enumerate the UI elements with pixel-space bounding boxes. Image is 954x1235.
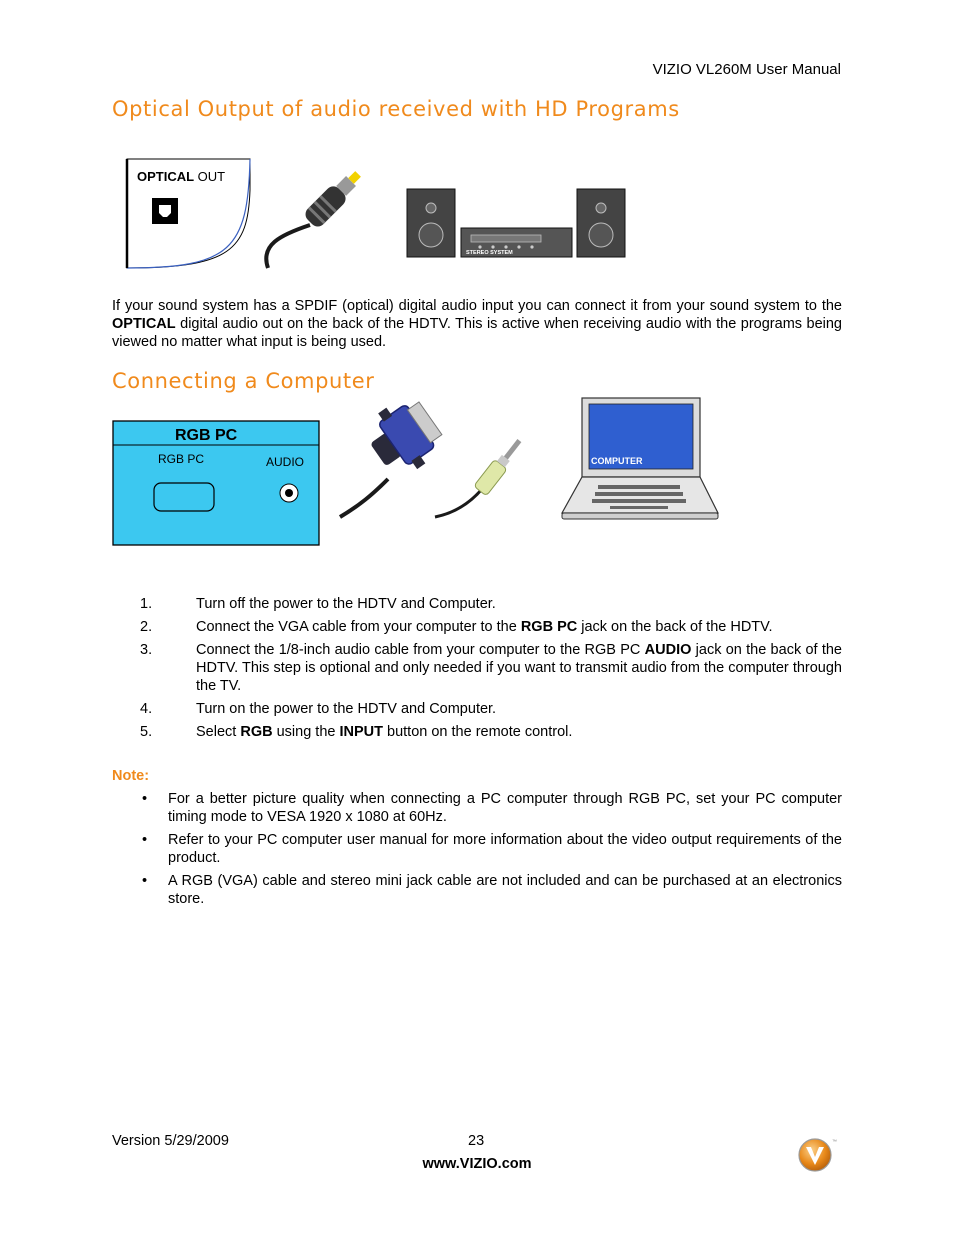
audio-cable-icon — [435, 436, 526, 517]
section-title-optical: Optical Output of audio received with HD Programs — [112, 97, 680, 121]
manual-title: VIZIO VL260M User Manual — [652, 61, 841, 78]
vizio-logo-icon — [796, 1135, 840, 1175]
note-item: • A RGB (VGA) cable and stereo mini jack cable are not included and can be purchased at an electronics store. — [112, 872, 842, 908]
note-item: • Refer to your PC computer user manual for more information about the video output requirements of the product. — [112, 831, 842, 867]
rgb-pc-panel-title: RGB PC — [175, 427, 238, 444]
footer-website: www.VIZIO.com — [422, 1156, 532, 1172]
steps-list — [112, 595, 842, 746]
bullet-icon: • — [142, 832, 148, 848]
step-1: 1. Turn off the power to the HDTV and Computer. — [140, 596, 496, 612]
page-number: 23 — [468, 1133, 485, 1149]
optical-label-rest: OUT — [194, 169, 226, 184]
step-2: 2. Connect the VGA cable from your computer to the RGB PC jack on the back of the HDTV. — [140, 619, 773, 635]
step-4: 4. Turn on the power to the HDTV and Computer. — [140, 701, 497, 717]
section-title-computer: Connecting a Computer — [112, 369, 375, 393]
right-speaker-icon — [577, 189, 625, 257]
tv-optical-panel — [127, 159, 250, 268]
optical-connection-illustration — [110, 150, 640, 280]
optical-port-icon — [152, 198, 178, 224]
audio-port-label: AUDIO — [266, 455, 305, 469]
stereo-system-label: STEREO SYSTEM — [466, 250, 513, 256]
optical-description: If your sound system has a SPDIF (optical) digital audio input you can connect it from your sound system to the OPTICAL digital audio out on the back of the HDTV. This is active when receiving audio with the programs being viewed no matter what input is being used. — [112, 298, 842, 350]
computer-screen-label: COMPUTER — [591, 456, 643, 466]
step-3: 3. Connect the 1/8-inch audio cable from your computer to the RGB PC AUDIO jack on the back of the HDTV. This step is optional and only needed if you want to transmit audio from the computer through the TV. — [140, 642, 842, 694]
rgb-pc-port-label: RGB PC — [158, 452, 205, 466]
note-label: Note: — [112, 768, 150, 784]
notes-list — [112, 790, 842, 913]
computer-connection-illustration — [110, 395, 725, 550]
stereo-receiver-icon — [461, 228, 572, 257]
optical-cable-icon — [266, 166, 366, 268]
vga-cable-icon — [340, 395, 450, 517]
rgb-pc-panel — [113, 421, 319, 545]
footer-version: Version 5/29/2009 — [112, 1133, 229, 1149]
audio-jack-icon — [280, 484, 298, 502]
note-item: • For a better picture quality when connecting a PC computer through RGB PC, set your PC computer timing mode to VESA 1920 x 1080 at 60Hz. — [112, 790, 842, 826]
left-speaker-icon — [407, 189, 455, 257]
laptop-icon — [562, 398, 718, 519]
svg-text:OPTICAL OUT — [137, 169, 225, 184]
step-5: 5. Select RGB using the INPUT button on the remote control. — [140, 724, 573, 740]
optical-label-bold: OPTICAL — [137, 169, 195, 184]
bullet-icon: • — [142, 873, 148, 889]
bullet-icon: • — [142, 791, 148, 807]
trademark-mark: ™ — [832, 1139, 837, 1145]
